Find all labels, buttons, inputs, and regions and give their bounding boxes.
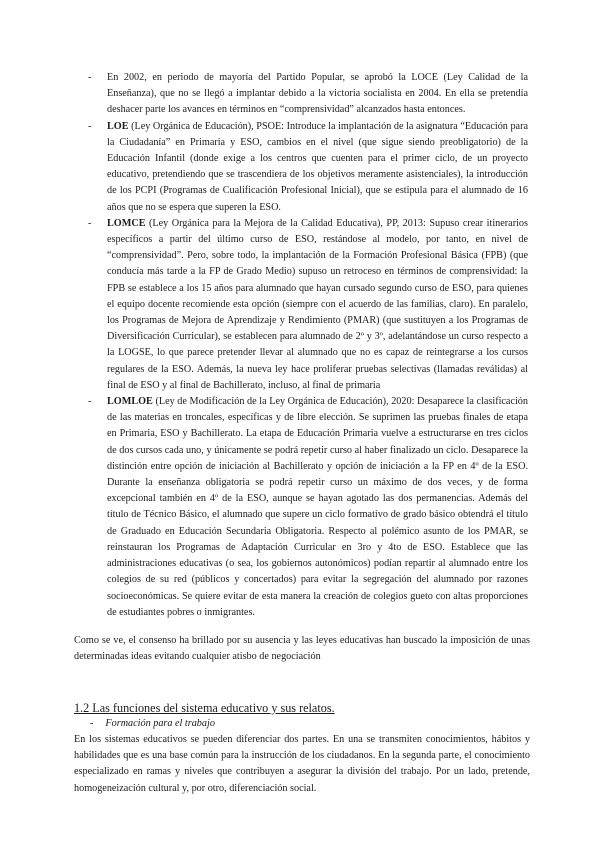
sub-item-label: Formación para el trabajo [105, 718, 215, 729]
list-item-title: LOE [107, 120, 129, 132]
list-dash: - [88, 396, 92, 408]
list-dash: - [88, 72, 92, 83]
list-item-loce [88, 70, 528, 119]
list-item-title: LOMCE [107, 217, 146, 229]
list-dash: - [90, 718, 94, 729]
section-heading: 1.2 Las funciones del sistema educativo y sus relatos. [74, 701, 335, 715]
sub-item [90, 716, 215, 732]
list-dash: - [88, 217, 92, 229]
list-dash: - [88, 120, 92, 132]
conclusion-paragraph: Como se ve, el consenso ha brillado por su ausencia y las leyes educativas han buscado la imposición de unas determinadas ideas evitando cualquier atisbo de negociación [74, 635, 530, 663]
list-item-lomce [88, 216, 528, 394]
list-item-title: LOMLOE [107, 396, 153, 408]
list-item-text: (Ley de Modificación de la Ley Orgánica de Educación), 2020: Desaparece la clasificación de las materias en troncales, específicas y de libre elección. Se suprimen las pruebas finales de etapa en Primaria, ESO y Bachillerato. La etapa de Educación Primaria vuelve a estructurarse en tres ciclos de dos cursos cada uno, y únicamente se podrá repetir curso al haber finalizado un ciclo. Desaparece la distinción entre opción de iniciación al Bachillerato y opción de iniciación a la FP en 4º de la ESO. Durante la enseñanza obligatoria se podrá repetir curso un máximo de dos veces, y de forma excepcional también en 4º de la ESO, aunque se hayan agotado las dos permanencias. Además del título de Técnico Básico, el alumnado que supere un ciclo formativo de grado básico obtendrá el título de Graduado en Educación Secundaria Obligatoria. Respecto al polémico asunto de los PMAR, se reinstauran los Programas de Adaptación Curricular en 3ro y 4to de ESO. Establece que las administraciones educativas (o sea, los gobiernos autonómicos) podían repartir al alumnado entre los colegios de su red (públicos y concertados) para evitar la segregación del alumnado por razones socioeconómicas. Se quiere evitar de esta manera la creación de colegios gueto con altas proporciones de estudiantes pobres o inmigrantes. [107, 396, 528, 618]
list-item-text: (Ley Orgánica de Educación), PSOE: Introduce la implantación de la asignatura “Educación para la Ciudadanía” en Primaria y ESO, cambios en el nivel (que sigue siendo preobligatorio) de la Educación Infantil (donde exige a los centros que cuenten para el primer ciclo, de un proyecto educativo, pretendiendo que se trascendiera de los objetivos meramente asistenciales), la introducción de los PCPI (Programas de Cualificación Profesional Inicial), que se estipula para el alumnado de 16 años que no se espera que superen la ESO. [107, 120, 528, 213]
list-item-lomloe [88, 394, 528, 621]
list-item-text: En 2002, en periodo de mayoría del Partido Popular, se aprobó la LOCE (Ley Calidad de la Enseñanza), que no se llegó a implantar debido a la victoria socialista en 2004. En ella se pretendía deshacer parte los avances en términos en “comprensividad” alcanzados hasta entonces. [107, 72, 528, 116]
list-item-text: (Ley Orgánica para la Mejora de la Calidad Educativa), PP, 2013: Supuso crear itinerarios específicos a partir del último curso de ESO, restándose al modelo, por tanto, en nivel de “comprensividad”. Pero, sobre todo, la implantación de la Formación Profesional Básica (FPB) (que conducía más tarde a la FP de Grado Medio) supuso un retroceso en términos de comprensividad: la FPB se establece a los 15 años para alumnado que hayan cursado segundo curso de ESO, para quienes el equipo docente recomiende esta opción (siempre con el acuerdo de las familias, claro). En paralelo, los Programas de Mejora de Aprendizaje y Rendimiento (PMAR) (que sustituyen a los Programas de Diversificación Curricular), se establecen para alumnado de 2º y 3º, adelantándose un curso respecto a la LOGSE, lo que parece pretender llevar al alumnado que no es capaz de reintegrarse a los cursos regulares de la ESO. Además, la nueva ley hace proliferar pruebas selectivas (llamadas reválidas) al final de ESO y al final de Bachillerato, incluso, al final de primaria [107, 217, 528, 391]
body-paragraph: En los sistemas educativos se pueden diferenciar dos partes. En una se transmiten conocimientos, hábitos y habilidades que es una base común para la instrucción de los ciudadanos. En la segunda parte, el conocimiento especializado en ramas y niveles que contribuyen a asegurar la división del trabajo. Por un lado, pretende, homogeneización cultural y, por otro, diferenciación social. [74, 734, 530, 794]
list-item-loe [88, 119, 528, 216]
law-list [88, 70, 528, 621]
